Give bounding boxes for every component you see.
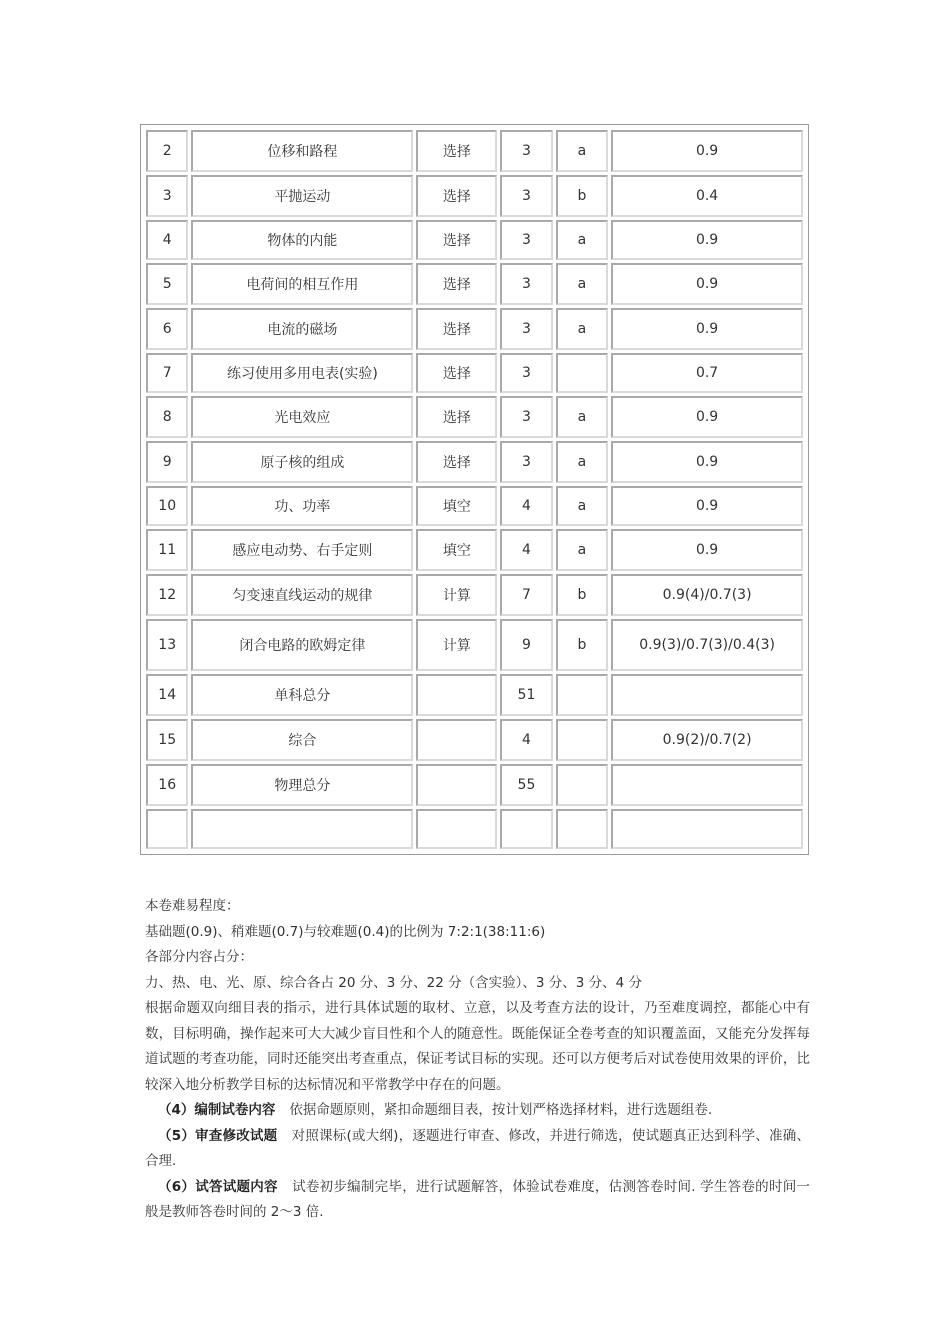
cell-score: 4 bbox=[500, 529, 552, 571]
cell-content: 物体的内能 bbox=[191, 220, 413, 260]
cell-question-type: 选择 bbox=[416, 396, 497, 438]
cell-difficulty bbox=[611, 764, 803, 806]
step-4-body: 依据命题原则，紧扣命题细目表，按计划严格选择材料，进行选题组卷. bbox=[289, 1102, 713, 1118]
cell-number: 13 bbox=[146, 619, 188, 671]
cell-difficulty: 0.4 bbox=[611, 175, 803, 217]
table-row bbox=[146, 809, 803, 849]
cell-difficulty bbox=[611, 809, 803, 849]
cell-number: 8 bbox=[146, 396, 188, 438]
cell-content: 原子核的组成 bbox=[191, 441, 413, 483]
table-row bbox=[146, 220, 803, 260]
cell-score: 3 bbox=[500, 441, 552, 483]
cell-level: b bbox=[556, 175, 608, 217]
step-5-body: 对照课标(或大纲)，逐题进行审查、修改，并进行筛选，使试题真正达到科学、准确、合理. bbox=[145, 1127, 810, 1169]
cell-score: 3 bbox=[500, 263, 552, 305]
cell-difficulty: 0.7 bbox=[611, 353, 803, 393]
cell-difficulty bbox=[611, 674, 803, 716]
cell-difficulty: 0.9 bbox=[611, 441, 803, 483]
cell-level: a bbox=[556, 130, 608, 172]
cell-score: 3 bbox=[500, 353, 552, 393]
cell-question-type: 选择 bbox=[416, 175, 497, 217]
step-5-title: （5）审查修改试题 bbox=[158, 1127, 278, 1144]
cell-score: 55 bbox=[500, 764, 552, 806]
cell-content: 功、功率 bbox=[191, 486, 413, 526]
cell-number bbox=[146, 809, 188, 849]
spec-table bbox=[140, 124, 809, 855]
cell-level bbox=[556, 764, 608, 806]
body-text bbox=[145, 894, 810, 1226]
cell-difficulty: 0.9 bbox=[611, 130, 803, 172]
cell-number: 10 bbox=[146, 486, 188, 526]
step-4-title: （4）编制试卷内容 bbox=[158, 1102, 276, 1118]
cell-question-type bbox=[416, 719, 497, 761]
table-row bbox=[146, 308, 803, 350]
cell-difficulty: 0.9(3)/0.7(3)/0.4(3) bbox=[611, 619, 803, 671]
cell-content bbox=[191, 809, 413, 849]
cell-number: 12 bbox=[146, 574, 188, 616]
table-row bbox=[146, 263, 803, 305]
cell-question-type bbox=[416, 674, 497, 716]
cell-number: 11 bbox=[146, 529, 188, 571]
cell-content: 感应电动势、右手定则 bbox=[191, 529, 413, 571]
cell-content: 电荷间的相互作用 bbox=[191, 263, 413, 305]
cell-number: 15 bbox=[146, 719, 188, 761]
cell-number: 16 bbox=[146, 764, 188, 806]
cell-content: 位移和路程 bbox=[191, 130, 413, 172]
difficulty-heading: 本卷难易程度： bbox=[145, 898, 240, 914]
table-row bbox=[146, 674, 803, 716]
table-row bbox=[146, 175, 803, 217]
cell-question-type bbox=[416, 809, 497, 849]
cell-level: a bbox=[556, 220, 608, 260]
cell-question-type: 选择 bbox=[416, 441, 497, 483]
cell-score: 3 bbox=[500, 175, 552, 217]
table-row bbox=[146, 130, 803, 172]
cell-score: 3 bbox=[500, 396, 552, 438]
cell-content: 光电效应 bbox=[191, 396, 413, 438]
cell-level: a bbox=[556, 486, 608, 526]
cell-level: b bbox=[556, 574, 608, 616]
cell-difficulty: 0.9 bbox=[611, 220, 803, 260]
cell-level: a bbox=[556, 263, 608, 305]
cell-level bbox=[556, 674, 608, 716]
table-row bbox=[146, 486, 803, 526]
step-4 bbox=[145, 1098, 810, 1124]
cell-difficulty: 0.9 bbox=[611, 396, 803, 438]
cell-score: 4 bbox=[500, 719, 552, 761]
step-6-body: 试卷初步编制完毕，进行试题解答，体验试卷难度，估测答卷时间. 学生答卷的时间一般是教师答卷时间的 2～3 倍. bbox=[145, 1178, 810, 1220]
cell-question-type: 计算 bbox=[416, 619, 497, 671]
cell-level: b bbox=[556, 619, 608, 671]
step-6 bbox=[145, 1175, 810, 1226]
table-row bbox=[146, 574, 803, 616]
cell-difficulty: 0.9 bbox=[611, 263, 803, 305]
cell-number: 7 bbox=[146, 353, 188, 393]
cell-question-type: 选择 bbox=[416, 263, 497, 305]
cell-level bbox=[556, 353, 608, 393]
step-6-title: （6）试答试题内容 bbox=[158, 1178, 278, 1195]
cell-number: 9 bbox=[146, 441, 188, 483]
cell-question-type bbox=[416, 764, 497, 806]
cell-number: 3 bbox=[146, 175, 188, 217]
cell-content: 电流的磁场 bbox=[191, 308, 413, 350]
share-detail: 力、热、电、光、原、综合各占 20 分、3 分、22 分（含实验）、3 分、3 分、4 分 bbox=[145, 974, 643, 991]
cell-level: a bbox=[556, 396, 608, 438]
cell-question-type: 选择 bbox=[416, 130, 497, 172]
cell-difficulty: 0.9(2)/0.7(2) bbox=[611, 719, 803, 761]
cell-question-type: 填空 bbox=[416, 529, 497, 571]
cell-content: 物理总分 bbox=[191, 764, 413, 806]
spec-table-body bbox=[146, 130, 803, 849]
difficulty-ratio: 基础题(0.9)、稍难题(0.7)与较难题(0.4)的比例为 7:2:1(38:11:6) bbox=[145, 923, 546, 940]
cell-difficulty: 0.9(4)/0.7(3) bbox=[611, 574, 803, 616]
table-row bbox=[146, 396, 803, 438]
table-row bbox=[146, 529, 803, 571]
cell-content: 练习使用多用电表(实验) bbox=[191, 353, 413, 393]
cell-number: 14 bbox=[146, 674, 188, 716]
cell-score: 9 bbox=[500, 619, 552, 671]
cell-number: 5 bbox=[146, 263, 188, 305]
cell-question-type: 选择 bbox=[416, 220, 497, 260]
cell-difficulty: 0.9 bbox=[611, 486, 803, 526]
cell-level bbox=[556, 809, 608, 849]
cell-score: 3 bbox=[500, 308, 552, 350]
table-row bbox=[146, 619, 803, 671]
cell-content: 单科总分 bbox=[191, 674, 413, 716]
cell-content: 匀变速直线运动的规律 bbox=[191, 574, 413, 616]
cell-content: 综合 bbox=[191, 719, 413, 761]
cell-difficulty: 0.9 bbox=[611, 308, 803, 350]
cell-level: a bbox=[556, 441, 608, 483]
cell-level bbox=[556, 719, 608, 761]
share-heading: 各部分内容占分： bbox=[145, 949, 253, 965]
cell-question-type: 计算 bbox=[416, 574, 497, 616]
cell-score: 3 bbox=[500, 130, 552, 172]
table-row bbox=[146, 764, 803, 806]
cell-content: 平抛运动 bbox=[191, 175, 413, 217]
cell-content: 闭合电路的欧姆定律 bbox=[191, 619, 413, 671]
cell-number: 6 bbox=[146, 308, 188, 350]
cell-number: 4 bbox=[146, 220, 188, 260]
table-row bbox=[146, 719, 803, 761]
cell-number: 2 bbox=[146, 130, 188, 172]
cell-level: a bbox=[556, 308, 608, 350]
cell-score: 51 bbox=[500, 674, 552, 716]
cell-question-type: 选择 bbox=[416, 308, 497, 350]
paragraph-explanation: 根据命题双向细目表的指示，进行具体试题的取材、立意，以及考查方法的设计，乃至难度调控，都能心中有数，目标明确，操作起来可大大减少盲目性和个人的随意性。既能保证全卷考查的知识覆盖面，又能充分发挥每道试题的考查功能，同时还能突出考查重点，保证考试目标的实现。还可以方便考后对试卷使用效果的评价，比较深入地分析教学目标的达标情况和平常教学中存在的问题。 bbox=[145, 1000, 810, 1093]
cell-score: 4 bbox=[500, 486, 552, 526]
table-row bbox=[146, 441, 803, 483]
cell-question-type: 填空 bbox=[416, 486, 497, 526]
cell-score bbox=[500, 809, 552, 849]
cell-score: 7 bbox=[500, 574, 552, 616]
cell-score: 3 bbox=[500, 220, 552, 260]
step-5 bbox=[145, 1124, 810, 1175]
cell-question-type: 选择 bbox=[416, 353, 497, 393]
cell-level: a bbox=[556, 529, 608, 571]
table-row bbox=[146, 353, 803, 393]
spec-table-grid bbox=[143, 127, 806, 852]
cell-difficulty: 0.9 bbox=[611, 529, 803, 571]
